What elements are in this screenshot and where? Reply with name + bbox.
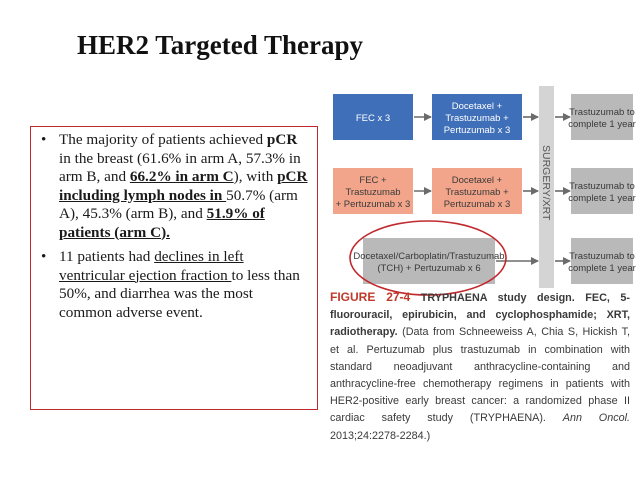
surgery-label: SURGERY/XRT bbox=[540, 145, 552, 221]
trastuzumab-box-text: Trastuzumab to bbox=[569, 251, 635, 262]
arm-b-box-text: + Pertuzumab x 3 bbox=[335, 199, 411, 210]
arm-b-taxane-box-text: Docetaxel + bbox=[451, 175, 503, 186]
trastuzumab-box-text: complete 1 year bbox=[568, 193, 636, 204]
arm-a-taxane-box-text: Docetaxel + bbox=[451, 101, 503, 112]
arm-a-box-text: FEC x 3 bbox=[355, 113, 391, 124]
trastuzumab-box-text: complete 1 year bbox=[568, 119, 636, 130]
bullet-text: 51.9% of patients (arm C). bbox=[59, 205, 265, 241]
trastuzumab-box-text: Trastuzumab to bbox=[569, 107, 635, 118]
figure-citation: 2013;24:2278-2284.) bbox=[330, 429, 431, 442]
arm-c-box-text: Docetaxel/Carboplatin/Trastuzumab bbox=[353, 251, 505, 262]
arm-a-taxane-box-text: Pertuzumab x 3 bbox=[443, 125, 511, 136]
bullet-text: pCR including lymph nodes in bbox=[59, 168, 308, 204]
trastuzumab-box-text: complete 1 year bbox=[568, 263, 636, 274]
bullet-text: in the breast (61.6% in arm A, 57.3% in arm B, and bbox=[59, 149, 301, 185]
bullet-text: pCR bbox=[266, 131, 298, 148]
bullet-text: to less than 50%, and diarrhea was the most common adverse event. bbox=[59, 266, 300, 321]
bullet-dot: • bbox=[41, 131, 47, 148]
bullet-dot: • bbox=[41, 248, 47, 265]
figure-label: FIGURE 27-4 bbox=[330, 290, 411, 304]
figure-description: TRYPHAENA study design. FEC, 5-fluorouracil, epirubicin, and cyclophosphamide; XRT, radiotherapy. bbox=[330, 292, 631, 339]
bullet-text: ), with bbox=[233, 168, 278, 185]
arm-b-taxane-box-text: Pertuzumab x 3 bbox=[443, 199, 511, 210]
bullet-text: 11 patients had bbox=[59, 248, 155, 265]
bullet-text: 50.7% (arm A), 45.3% (arm B), and bbox=[59, 186, 298, 222]
page-title: HER2 Targeted Therapy bbox=[77, 30, 364, 60]
bullet-text: 66.2% in arm C bbox=[129, 168, 234, 185]
figure-journal: Ann Oncol. bbox=[562, 412, 631, 425]
trastuzumab-box-text: Trastuzumab to bbox=[569, 181, 635, 192]
arm-b-box-text: Trastuzumab bbox=[345, 187, 401, 198]
arm-b-taxane-box-text: Trastuzumab + bbox=[445, 187, 509, 198]
bullet-text: declines in left ventricular ejection fraction bbox=[59, 248, 244, 284]
arm-c-box-text: (TCH) + Pertuzumab x 6 bbox=[377, 263, 481, 274]
figure-caption bbox=[330, 289, 630, 445]
arm-b-box-text: FEC + bbox=[359, 175, 387, 186]
arm-a-taxane-box-text: Trastuzumab + bbox=[445, 113, 509, 124]
bullet-text: The majority of patients achieved bbox=[59, 131, 267, 148]
figure-source: (Data from Schneeweiss A, Chia S, Hickish T, et al. Pertuzumab plus trastuzumab in combination with standard neoadjuvant anthracycline-containing and anthracycline-free chemotherapy regimens in patients with HER2-positive early breast cancer: a randomized phase II cardiac safety study (TRYPHAENA). bbox=[330, 326, 631, 425]
